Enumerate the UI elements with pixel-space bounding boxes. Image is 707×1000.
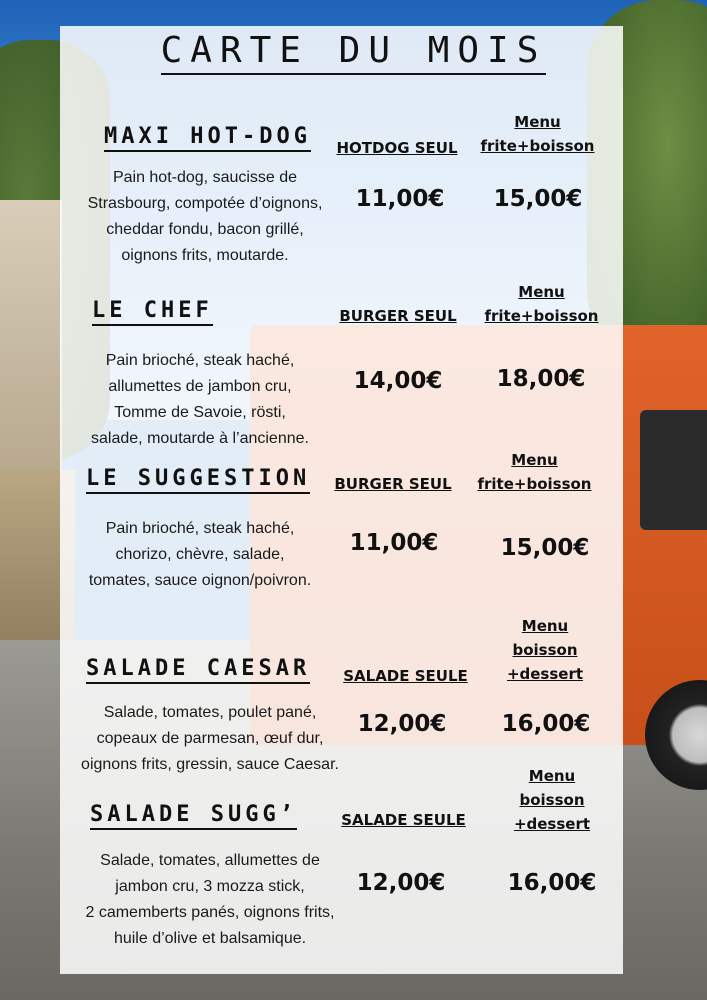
single-price-label: HOTDOG SEUL: [336, 139, 458, 157]
description-line: 2 camemberts panés, oignons frits,: [85, 904, 335, 921]
dish-name: SALADE CAESAR: [86, 656, 310, 681]
dish-description: [25, 348, 375, 452]
single-price-label: BURGER SEUL: [339, 307, 457, 325]
dish-name: MAXI HOT-DOG: [104, 124, 311, 149]
description-line: Tomme de Savoie, rösti,: [114, 404, 286, 421]
menu-label-line: Menu: [528, 767, 576, 785]
description-line: tomates, sauce oignon/poivron.: [88, 572, 312, 589]
menu-label-line: boisson: [512, 641, 578, 659]
menu-title: CARTE DU MOIS: [0, 30, 707, 71]
dish-name: LE SUGGESTION: [86, 466, 310, 491]
description-line: huile d’olive et balsamique.: [113, 930, 307, 947]
truck-window: [640, 410, 707, 530]
menu-label-line: Menu: [518, 283, 565, 301]
menu-price: 16,00€: [501, 711, 591, 737]
description-line: salade, moutarde à l’ancienne.: [91, 430, 309, 447]
description-line: cheddar fondu, bacon grillé,: [106, 221, 304, 238]
single-price-label: BURGER SEUL: [334, 475, 452, 493]
single-price: 12,00€: [357, 711, 447, 737]
single-price: 11,00€: [355, 186, 445, 212]
single-price: 12,00€: [356, 870, 446, 896]
description-line: oignons frits, moutarde.: [121, 247, 289, 264]
menu-label-line: +dessert: [513, 815, 591, 833]
description-line: Pain brioché, steak haché,: [105, 352, 295, 369]
single-price: 11,00€: [349, 530, 439, 556]
dish-name: SALADE SUGG’: [90, 802, 297, 827]
menu-label-line: frite+boisson: [477, 475, 592, 493]
menu-label-line: frite+boisson: [484, 307, 599, 325]
single-price-label: SALADE SEULE: [343, 667, 468, 685]
description-line: oignons frits, gressin, sauce Caesar.: [81, 756, 339, 773]
menu-price: 16,00€: [507, 870, 597, 896]
single-price: 14,00€: [353, 368, 443, 394]
menu-price-label: [480, 614, 610, 686]
menu-price: 15,00€: [493, 186, 583, 212]
menu-label-line: Menu: [521, 617, 569, 635]
menu-label-line: Menu: [511, 451, 558, 469]
description-line: chorizo, chèvre, salade,: [115, 546, 285, 563]
description-line: Salade, tomates, allumettes de: [100, 852, 320, 869]
dish-description: [30, 165, 380, 269]
description-line: jambon cru, 3 mozza stick,: [115, 878, 305, 895]
menu-price: 15,00€: [500, 535, 590, 561]
dish-name: LE CHEF: [92, 298, 213, 323]
menu-label-line: frite+boisson: [480, 137, 595, 155]
menu-price: 18,00€: [496, 366, 586, 392]
menu-label-line: boisson: [519, 791, 585, 809]
menu-label-line: Menu: [514, 113, 561, 131]
description-line: allumettes de jambon cru,: [108, 378, 292, 395]
description-line: Pain brioché, steak haché,: [105, 520, 295, 537]
single-price-label: SALADE SEULE: [341, 811, 466, 829]
menu-price-label: [474, 280, 609, 328]
dish-description: [30, 848, 390, 952]
description-line: Salade, tomates, poulet pané,: [103, 704, 317, 721]
description-line: Pain hot-dog, saucisse de: [112, 169, 298, 186]
menu-price-label: [467, 448, 602, 496]
menu-price-label: [487, 764, 617, 836]
menu-price-label: [470, 110, 605, 158]
menu-label-line: +dessert: [506, 665, 584, 683]
description-line: copeaux de parmesan, œuf dur,: [96, 730, 324, 747]
description-line: Strasbourg, compotée d’oignons,: [87, 195, 323, 212]
dish-description: [20, 516, 380, 594]
